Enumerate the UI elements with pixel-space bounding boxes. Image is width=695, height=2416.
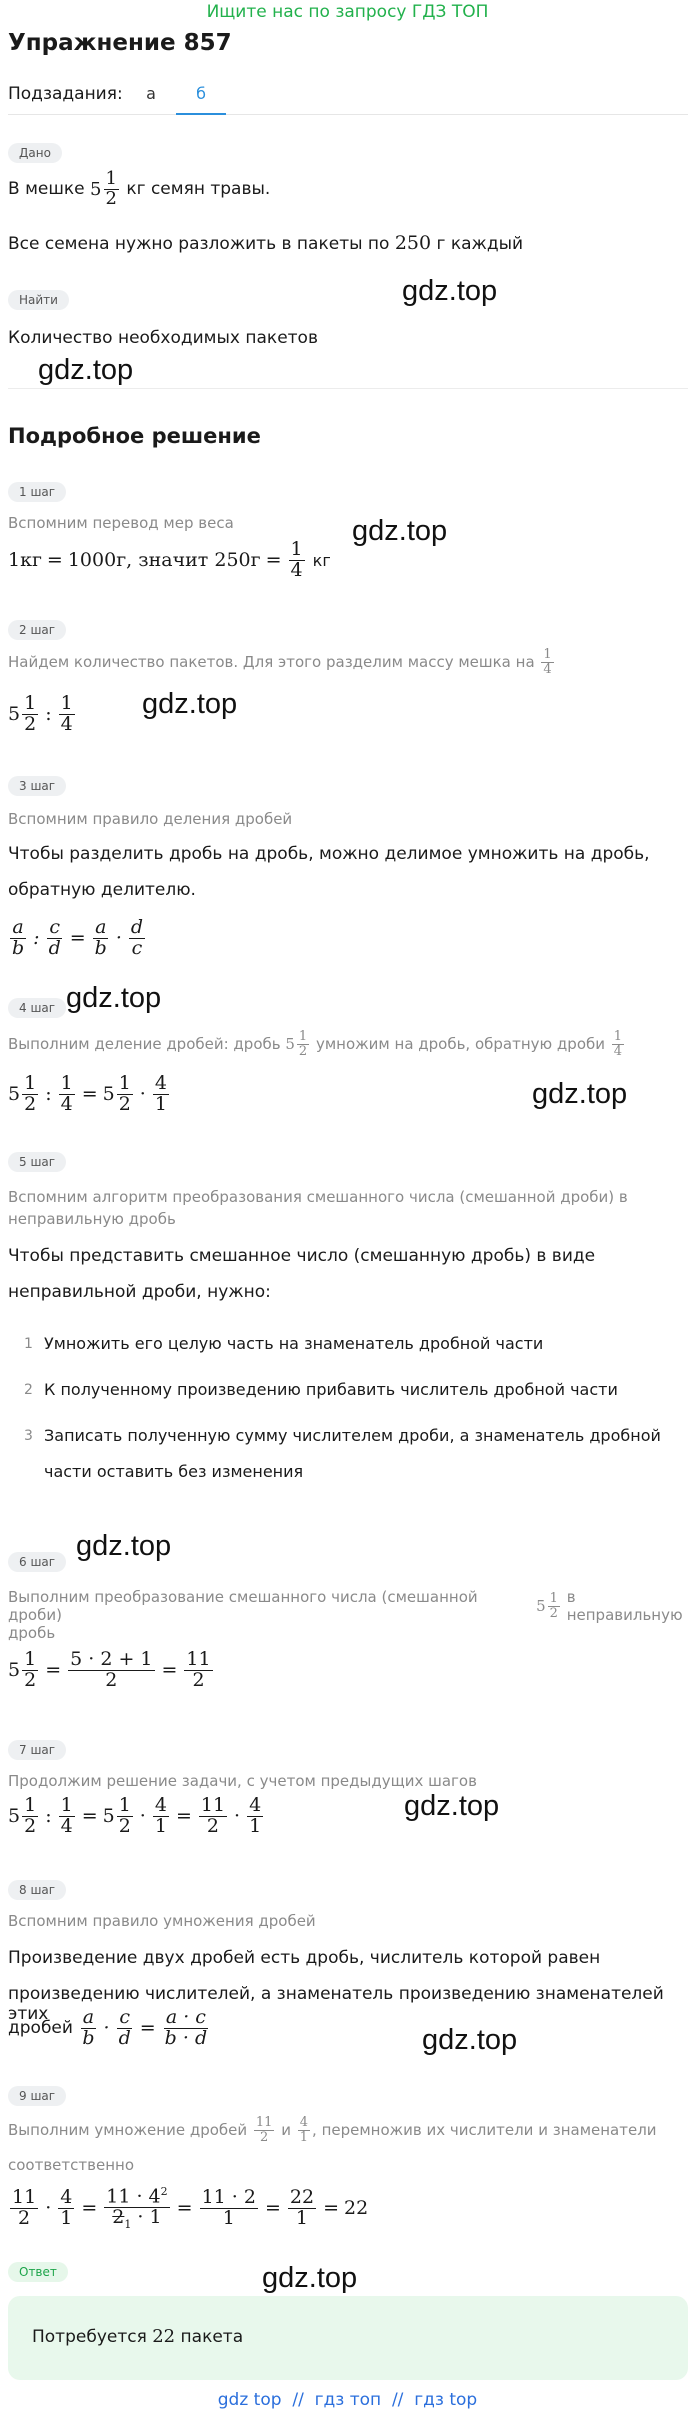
denominator: 1: [154, 1814, 167, 1837]
step-7-hint: Продолжим решение задачи, с учетом предыдущих шагов: [8, 1772, 477, 1790]
denominator: 2: [206, 1814, 219, 1837]
fraction: [289, 540, 305, 581]
fraction: [163, 2008, 209, 2049]
given-line-2: [8, 232, 523, 254]
step-7-pill: 7 шаг: [8, 1740, 66, 1760]
fraction: [58, 2185, 74, 2229]
fraction: [80, 2008, 96, 2049]
fraction: [247, 1796, 263, 1837]
step-1-pill: 1 шаг: [8, 482, 66, 502]
fraction: [541, 648, 553, 676]
whole-part: 5: [536, 1597, 546, 1615]
multiply-sign: ·: [139, 1083, 146, 1106]
divide-sign: :: [45, 1083, 52, 1106]
given-mixed-number: [90, 170, 121, 209]
step-2-formula: [8, 694, 77, 735]
denominator: 1: [154, 1092, 167, 1115]
numerator: a · c: [165, 2006, 206, 2028]
fraction: [59, 694, 75, 735]
step-5-pill: 5 шаг: [8, 1152, 66, 1172]
equals: =: [81, 1805, 98, 1828]
equals: =: [139, 2017, 156, 2040]
given-line1-prefix: В мешке: [8, 179, 85, 200]
cancelled-term: 2: [112, 2206, 125, 2229]
watermark: gdz.top: [38, 354, 134, 386]
numerator: a: [95, 916, 107, 938]
divide-sign: :: [33, 927, 40, 950]
answer-pill: Ответ: [8, 2262, 68, 2282]
search-banner: Ищите нас по запросу ГДЗ ТОП: [206, 2, 489, 22]
active-tab-indicator: [176, 113, 226, 115]
fraction: [59, 1796, 75, 1837]
step-3-text-2: обратную делителю.: [8, 880, 196, 900]
denominator: 4: [290, 558, 303, 581]
fraction: [93, 918, 109, 959]
watermark: gdz.top: [142, 688, 238, 720]
hint-text: в неправильную: [566, 1588, 683, 1624]
step-3-formula: [8, 918, 147, 959]
given-line-1: [8, 170, 270, 209]
step-8-pill: 8 шаг: [8, 1880, 66, 1900]
denominator: 4: [60, 712, 73, 735]
denominator: 1: [222, 2206, 235, 2229]
denominator: d: [48, 936, 61, 959]
equals: =: [81, 2197, 98, 2220]
fraction: [153, 1074, 169, 1115]
equals: =: [176, 2197, 193, 2220]
numerator: 1: [549, 1590, 558, 1606]
watermark: gdz.top: [532, 1078, 628, 1110]
denominator: 2: [549, 1605, 558, 1621]
fraction: [104, 2186, 169, 2231]
whole-part: 5: [90, 178, 102, 200]
denominator: 4: [60, 1814, 73, 1837]
equals: =: [69, 927, 86, 950]
divide-sign: :: [45, 1805, 52, 1828]
step-6-formula: [8, 1650, 215, 1691]
denominator: 1: [295, 2206, 309, 2229]
term: 1кг: [8, 549, 42, 572]
watermark: gdz.top: [402, 275, 498, 307]
denominator: 2: [24, 1092, 37, 1115]
given-pill: Дано: [8, 143, 62, 163]
numerator: 11: [200, 1794, 226, 1816]
denominator: 4: [543, 661, 552, 677]
numerator: 1: [60, 1794, 73, 1816]
subtasks-label: Подзадания:: [8, 84, 123, 104]
step-1-hint: Вспомним перевод мер веса: [8, 514, 234, 532]
step-5-text-1: Чтобы представить смешанное число (смешанную дробь) в виде: [8, 1246, 596, 1266]
numerator: 11: [12, 2185, 37, 2208]
find-text: Количество необходимых пакетов: [8, 328, 318, 348]
denominator: 2: [118, 1092, 131, 1115]
list-item: Умножить его целую часть на знаменатель дробной части: [44, 1334, 544, 1353]
hint-text: умножим на дробь, обратную дроби: [315, 1035, 605, 1054]
fraction: [184, 1650, 212, 1691]
step-9-formula: [8, 2186, 368, 2231]
multiply-sign: ·: [103, 2017, 110, 2040]
fraction: [200, 2185, 258, 2229]
fraction: [117, 2008, 133, 2049]
hint-text: и: [281, 2121, 291, 2140]
numerator: 5 · 2 + 1: [70, 1648, 153, 1670]
step-5-text-2: неправильной дроби, нужно:: [8, 1282, 271, 1302]
list-item-number: 3: [24, 1428, 33, 1444]
numerator: 4: [249, 1794, 262, 1816]
denominator: 1: [249, 1814, 262, 1837]
fraction: [47, 918, 63, 959]
list-item: Записать полученную сумму числителем дроби, а знаменатель дробной: [44, 1426, 661, 1445]
step-6-hint-2: дробь: [8, 1624, 56, 1642]
fraction: [117, 1074, 133, 1115]
hint-text: Выполним умножение дробей: [8, 2121, 248, 2140]
answer-text: [32, 2326, 243, 2347]
denominator: b · d: [164, 2026, 208, 2049]
step-6-hint-1: [8, 1588, 695, 1624]
numerator: 1: [105, 168, 117, 189]
step-8-text-3: дробей: [8, 2018, 73, 2039]
step-6-pill: 6 шаг: [8, 1552, 66, 1572]
whole-part: 5: [8, 1083, 21, 1106]
numerator: 1: [298, 1029, 308, 1044]
step-5-hint-1: Вспомним алгоритм преобразования смешанного числа (смешанной дроби) в: [8, 1188, 628, 1206]
denominator: 2: [24, 1814, 37, 1837]
cancel-mark: 1: [124, 2218, 132, 2232]
step-5-hint-2: неправильную дробь: [8, 1210, 176, 1228]
denominator: b: [94, 936, 107, 959]
whole-part: 5: [102, 1083, 115, 1106]
given-line1-suffix: кг семян травы.: [126, 179, 271, 200]
answer-value: 22: [152, 2326, 176, 2347]
watermark: gdz.top: [66, 982, 162, 1014]
step-9-hint: [8, 2116, 657, 2144]
denominator: 1: [60, 2206, 73, 2229]
step-4-pill: 4 шаг: [8, 998, 66, 1018]
multiply-sign: ·: [115, 927, 122, 950]
whole-part: 5: [102, 1805, 115, 1828]
hint-text: , перемножив их числители и знаменатели: [312, 2121, 657, 2140]
numerator: 22: [289, 2185, 315, 2208]
fraction: [117, 1796, 133, 1837]
result: 22: [343, 2197, 369, 2220]
fraction: [10, 918, 26, 959]
denominator: 2: [298, 1043, 308, 1059]
numerator-text: 11 · 4: [106, 2185, 161, 2208]
denominator: 2: [105, 1668, 118, 1691]
fraction: [10, 2185, 38, 2229]
numerator: a: [82, 2006, 95, 2028]
step-8-text-2: произведению числителей, а знаменатель произведению знаменателей этих: [8, 1984, 664, 2024]
given-line2-prefix: Все семена нужно разложить в пакеты по: [8, 234, 390, 254]
equals: =: [45, 1659, 62, 1682]
numerator: 4: [154, 1794, 167, 1816]
numerator: a: [12, 916, 24, 938]
tabs-divider: [8, 114, 688, 115]
list-item-number: 2: [24, 1382, 33, 1398]
fraction: [104, 170, 119, 209]
fraction: [22, 1074, 38, 1115]
step-4-hint: [8, 1030, 626, 1058]
numerator: 11: [186, 1648, 211, 1670]
step-8-formula: [8, 2008, 211, 2049]
fraction: [153, 1796, 169, 1837]
multiply-sign: ·: [45, 2197, 52, 2220]
equals: =: [46, 549, 63, 572]
numerator: 1: [613, 1029, 623, 1044]
numerator: 1: [290, 538, 303, 560]
equals: =: [264, 2197, 281, 2220]
multiplication-rule: [78, 2008, 211, 2049]
whole-part: 5: [8, 1805, 21, 1828]
denominator-text: · 1: [131, 2206, 162, 2229]
fraction: [22, 1650, 38, 1691]
denominator: 2: [105, 187, 117, 209]
given-line2-value: 250: [394, 232, 432, 254]
equals: =: [81, 1083, 98, 1106]
step-9-hint-2: соответственно: [8, 2156, 134, 2174]
step-9-pill: 9 шаг: [8, 2086, 66, 2106]
divide-sign: :: [45, 703, 52, 726]
fraction: [298, 2116, 310, 2144]
tab-a[interactable]: а: [146, 84, 156, 103]
denominator: 2: [192, 1668, 205, 1691]
denominator: [110, 2208, 163, 2230]
step-1-formula: [8, 540, 331, 581]
fraction: [199, 1796, 227, 1837]
whole-part: 5: [8, 703, 21, 726]
denominator: 2: [18, 2206, 31, 2229]
fraction: [22, 1796, 38, 1837]
fraction: [59, 1074, 75, 1115]
given-line2-suffix: г каждый: [436, 234, 524, 254]
equals: =: [161, 1659, 178, 1682]
step-4-formula: [8, 1074, 171, 1115]
whole-part: 5: [8, 1659, 21, 1682]
fraction: [254, 2116, 275, 2144]
numerator: 1: [24, 692, 37, 714]
denominator: 4: [60, 1092, 73, 1115]
numerator: 1: [118, 1072, 131, 1094]
step-3-hint: Вспомним правило деления дробей: [8, 810, 293, 828]
numerator: 1: [118, 1794, 131, 1816]
watermark: gdz.top: [404, 1790, 500, 1822]
answer-prefix: Потребуется: [32, 2327, 147, 2347]
term: 250г: [214, 549, 261, 572]
fraction: [612, 1030, 624, 1058]
numerator: 11 · 2: [201, 2185, 256, 2208]
watermark: gdz.top: [262, 2262, 358, 2294]
numerator: 1: [24, 1648, 37, 1670]
numerator: 1: [60, 1072, 73, 1094]
solution-title: Подробное решение: [8, 424, 261, 448]
hint-text: Выполним деление дробей: дробь: [8, 1035, 281, 1054]
list-item: К полученному произведению прибавить числитель дробной части: [44, 1380, 618, 1399]
numerator: c: [119, 2006, 130, 2028]
multiply-sign: ·: [234, 1805, 241, 1828]
numerator: c: [49, 916, 60, 938]
answer-suffix: пакета: [180, 2327, 244, 2347]
numerator: 1: [24, 1794, 37, 1816]
denominator: 2: [24, 1668, 37, 1691]
denominator: 2: [24, 712, 37, 735]
hint-text: Выполним преобразование смешанного числа (смешанной дроби): [8, 1588, 478, 1624]
fraction: [288, 2185, 316, 2229]
step-3-text-1: Чтобы разделить дробь на дробь, можно делимое умножить на дробь,: [8, 844, 650, 864]
step-8-text-1: Произведение двух дробей есть дробь, числитель которой равен: [8, 1948, 601, 1968]
equals: =: [265, 549, 282, 572]
numerator: 1: [24, 1072, 37, 1094]
step-7-formula: [8, 1796, 265, 1837]
numerator: 1: [60, 692, 73, 714]
fraction: [129, 918, 145, 959]
fraction: [297, 1030, 309, 1058]
denominator: c: [131, 936, 143, 959]
step-2-pill: 2 шаг: [8, 620, 66, 640]
footer-links[interactable]: gdz top // гдз топ // гдз top: [217, 2390, 478, 2410]
watermark: gdz.top: [76, 1530, 172, 1562]
section-divider: [8, 388, 688, 389]
denominator: 2: [260, 2129, 269, 2145]
tab-b[interactable]: б: [196, 84, 206, 103]
denominator: 1: [299, 2129, 309, 2145]
step-2-hint: [8, 648, 556, 676]
find-pill: Найти: [8, 290, 69, 310]
numerator: 4: [154, 1072, 167, 1094]
multiply-sign: ·: [139, 1805, 146, 1828]
step-8-hint: Вспомним правило умножения дробей: [8, 1912, 316, 1930]
equals: =: [175, 1805, 192, 1828]
list-item-continuation: части оставить без изменения: [44, 1462, 304, 1481]
watermark: gdz.top: [422, 2024, 518, 2056]
equals: =: [323, 2197, 339, 2220]
list-item-number: 1: [24, 1336, 33, 1352]
denominator: b: [82, 2026, 95, 2049]
denominator: b: [12, 936, 25, 959]
numerator: [104, 2186, 169, 2208]
denominator: d: [118, 2026, 131, 2049]
term: 1000г, значит: [67, 549, 209, 572]
watermark: gdz.top: [352, 515, 448, 547]
whole-part: 5: [285, 1035, 295, 1054]
numerator: 4: [60, 2185, 73, 2208]
fraction: [548, 1592, 560, 1620]
denominator: 4: [613, 1043, 623, 1059]
step-3-pill: 3 шаг: [8, 776, 66, 796]
numerator: 1: [543, 647, 552, 662]
page-title: Упражнение 857: [8, 30, 232, 56]
cancel-mark: 2: [160, 2185, 168, 2198]
fraction: [68, 1650, 154, 1691]
numerator: 4: [299, 2115, 309, 2130]
numerator: d: [130, 916, 144, 938]
hint-text: Найдем количество пакетов. Для этого разделим массу мешка на: [8, 653, 535, 672]
numerator: 11: [255, 2115, 273, 2130]
fraction: [22, 694, 38, 735]
denominator: 2: [118, 1814, 131, 1837]
unit: кг: [312, 550, 331, 570]
